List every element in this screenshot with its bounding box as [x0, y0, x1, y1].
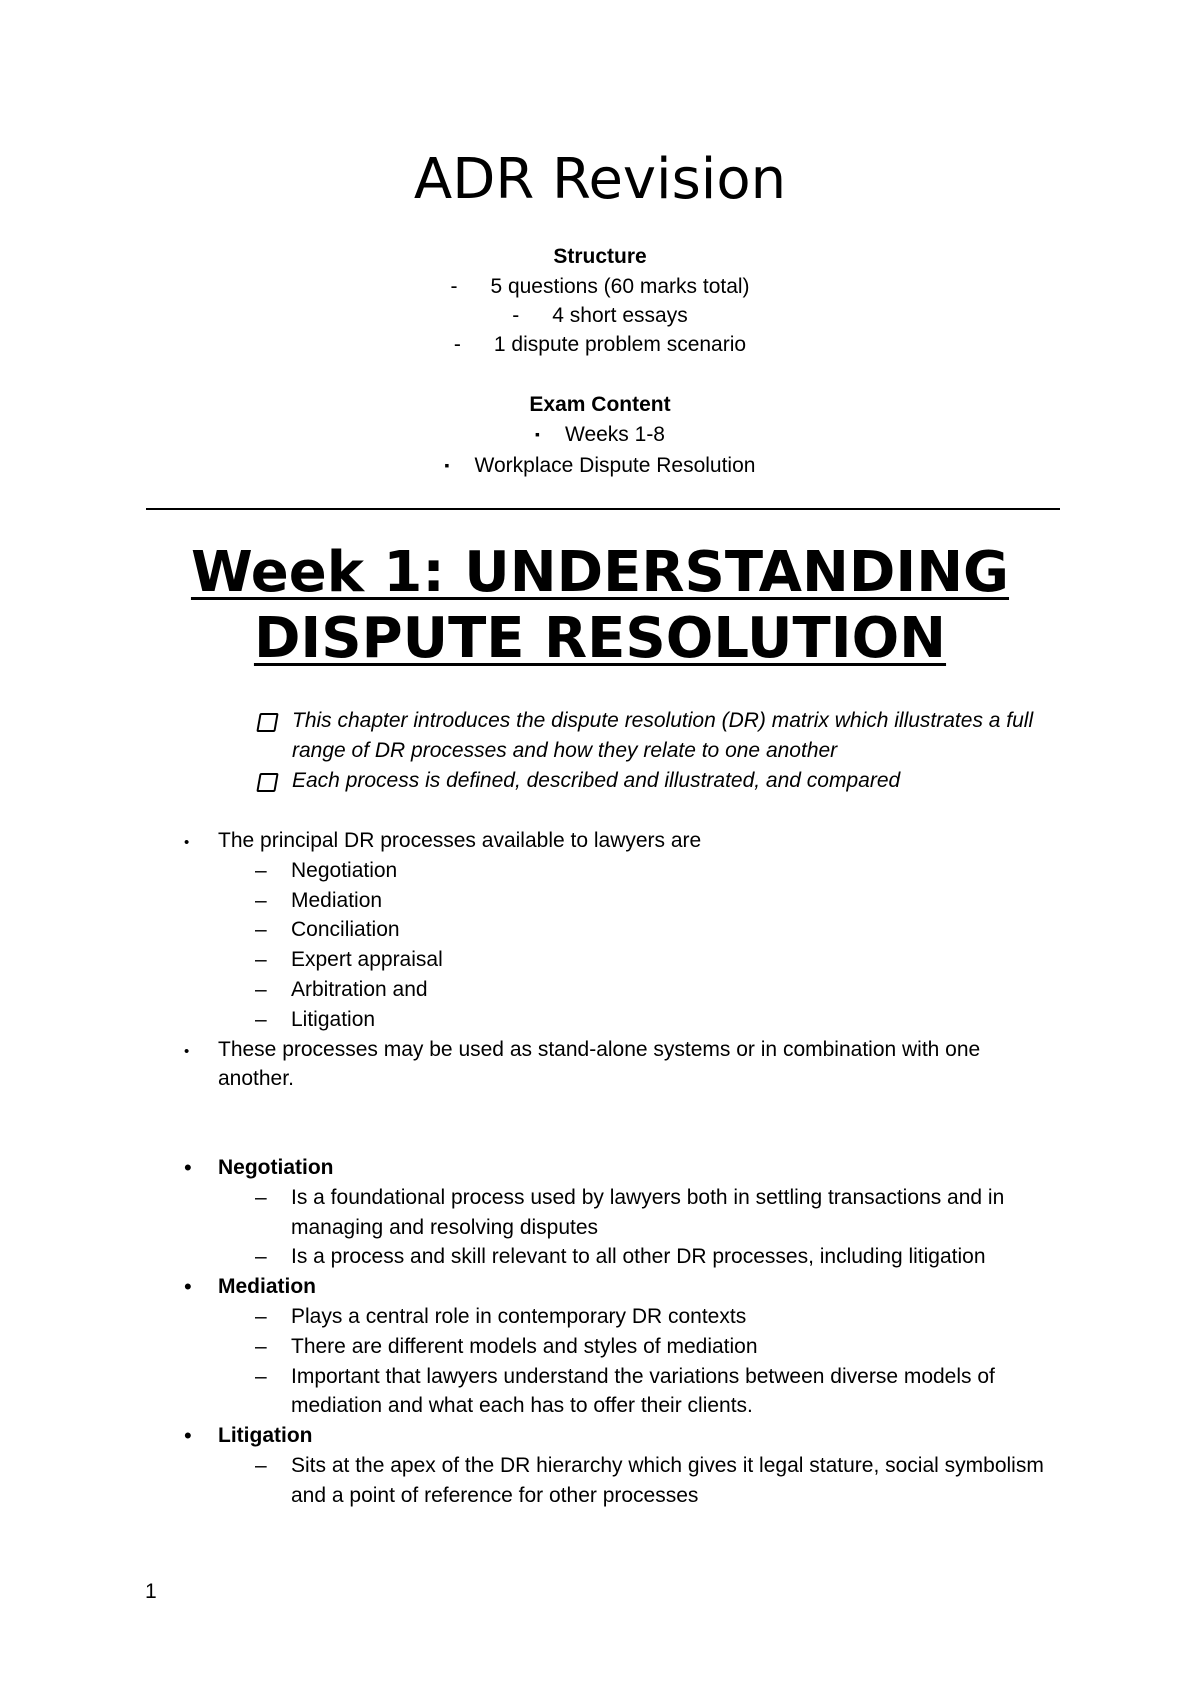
- list-item: • The principal DR processes available to lawyers are: [0, 826, 1058, 856]
- dash-marker: –: [255, 1185, 267, 1209]
- structure-item: - 4 short essays: [512, 304, 688, 327]
- principal-processes-list: [0, 826, 1200, 1094]
- list-subitem: – Expert appraisal: [0, 945, 1061, 975]
- dash-marker: –: [255, 948, 267, 972]
- dash-marker: –: [255, 888, 267, 912]
- bullet-icon: •: [184, 1155, 192, 1180]
- list-subitem: – Conciliation: [0, 915, 1061, 945]
- list-subitem: – Arbitration and: [0, 975, 1061, 1005]
- list-subitem: – Sits at the apex of the DR hierarchy which gives it legal stature, social symbolism and a point of reference for other processes: [0, 1451, 1061, 1511]
- list-item: • Mediation: [0, 1272, 1058, 1302]
- square-bullet-icon: ▪: [535, 426, 540, 442]
- checkbox-icon: [256, 773, 278, 792]
- exam-content-heading: Exam Content: [529, 393, 671, 416]
- exam-content-item: ▪ Weeks 1-8: [535, 423, 665, 446]
- list-subitem: – Plays a central role in contemporary DR contexts: [0, 1302, 1061, 1332]
- list-subitem: – Important that lawyers understand the variations between diverse models of mediation and what each has to offer their clients.: [0, 1362, 1061, 1422]
- list-item: • Negotiation: [0, 1153, 1058, 1183]
- list-subitem: – Litigation: [0, 1005, 1061, 1035]
- exam-content-item: ▪ Workplace Dispute Resolution: [444, 454, 756, 477]
- list-subitem: – Is a foundational process used by lawyers both in settling transactions and in managing and resolving disputes: [0, 1183, 1061, 1243]
- horizontal-divider: [146, 508, 1060, 510]
- dash-marker: –: [255, 918, 267, 942]
- list-subitem: – There are different models and styles of mediation: [0, 1332, 1061, 1362]
- process-details-list: [0, 1153, 1200, 1511]
- dash-marker: –: [255, 1334, 267, 1358]
- structure-heading: Structure: [553, 245, 647, 268]
- bullet-icon: •: [184, 1274, 192, 1300]
- list-item: • Litigation: [0, 1421, 1058, 1451]
- list-item: • These processes may be used as stand-alone systems or in combination with one another.: [184, 1037, 981, 1091]
- intro-item: This chapter introduces the dispute resolution (DR) matrix which illustrates a full range of DR processes and how they relate to one another: [258, 706, 1058, 766]
- bullet-icon: •: [184, 1423, 192, 1449]
- dash-marker: -: [512, 304, 520, 327]
- dash-marker: –: [255, 1364, 267, 1388]
- week-1-heading: Week 1: UNDERSTANDING DISPUTE RESOLUTION: [190, 540, 1010, 671]
- intro-item: Each process is defined, described and illustrated, and compared: [258, 766, 1058, 796]
- dash-marker: –: [255, 858, 267, 882]
- list-subitem: – Mediation: [0, 886, 1061, 916]
- dash-marker: -: [453, 333, 461, 356]
- page-number: 1: [145, 1580, 157, 1603]
- bullet-icon: •: [184, 1042, 190, 1060]
- structure-item: - 1 dispute problem scenario: [453, 333, 747, 356]
- dash-marker: –: [255, 977, 267, 1001]
- dash-marker: –: [255, 1245, 267, 1269]
- list-subitem: – Is a process and skill relevant to all other DR processes, including litigation: [0, 1242, 1061, 1272]
- dash-marker: –: [255, 1453, 267, 1477]
- bullet-icon: •: [184, 834, 190, 851]
- dash-marker: –: [255, 1007, 267, 1031]
- document-title: ADR Revision: [413, 147, 787, 212]
- dash-marker: -: [450, 275, 458, 298]
- checkbox-icon: [256, 713, 278, 732]
- list-subitem: – Negotiation: [0, 856, 1061, 886]
- square-bullet-icon: ▪: [444, 457, 450, 473]
- dash-marker: –: [255, 1304, 267, 1328]
- structure-item: - 5 questions (60 marks total): [450, 275, 750, 298]
